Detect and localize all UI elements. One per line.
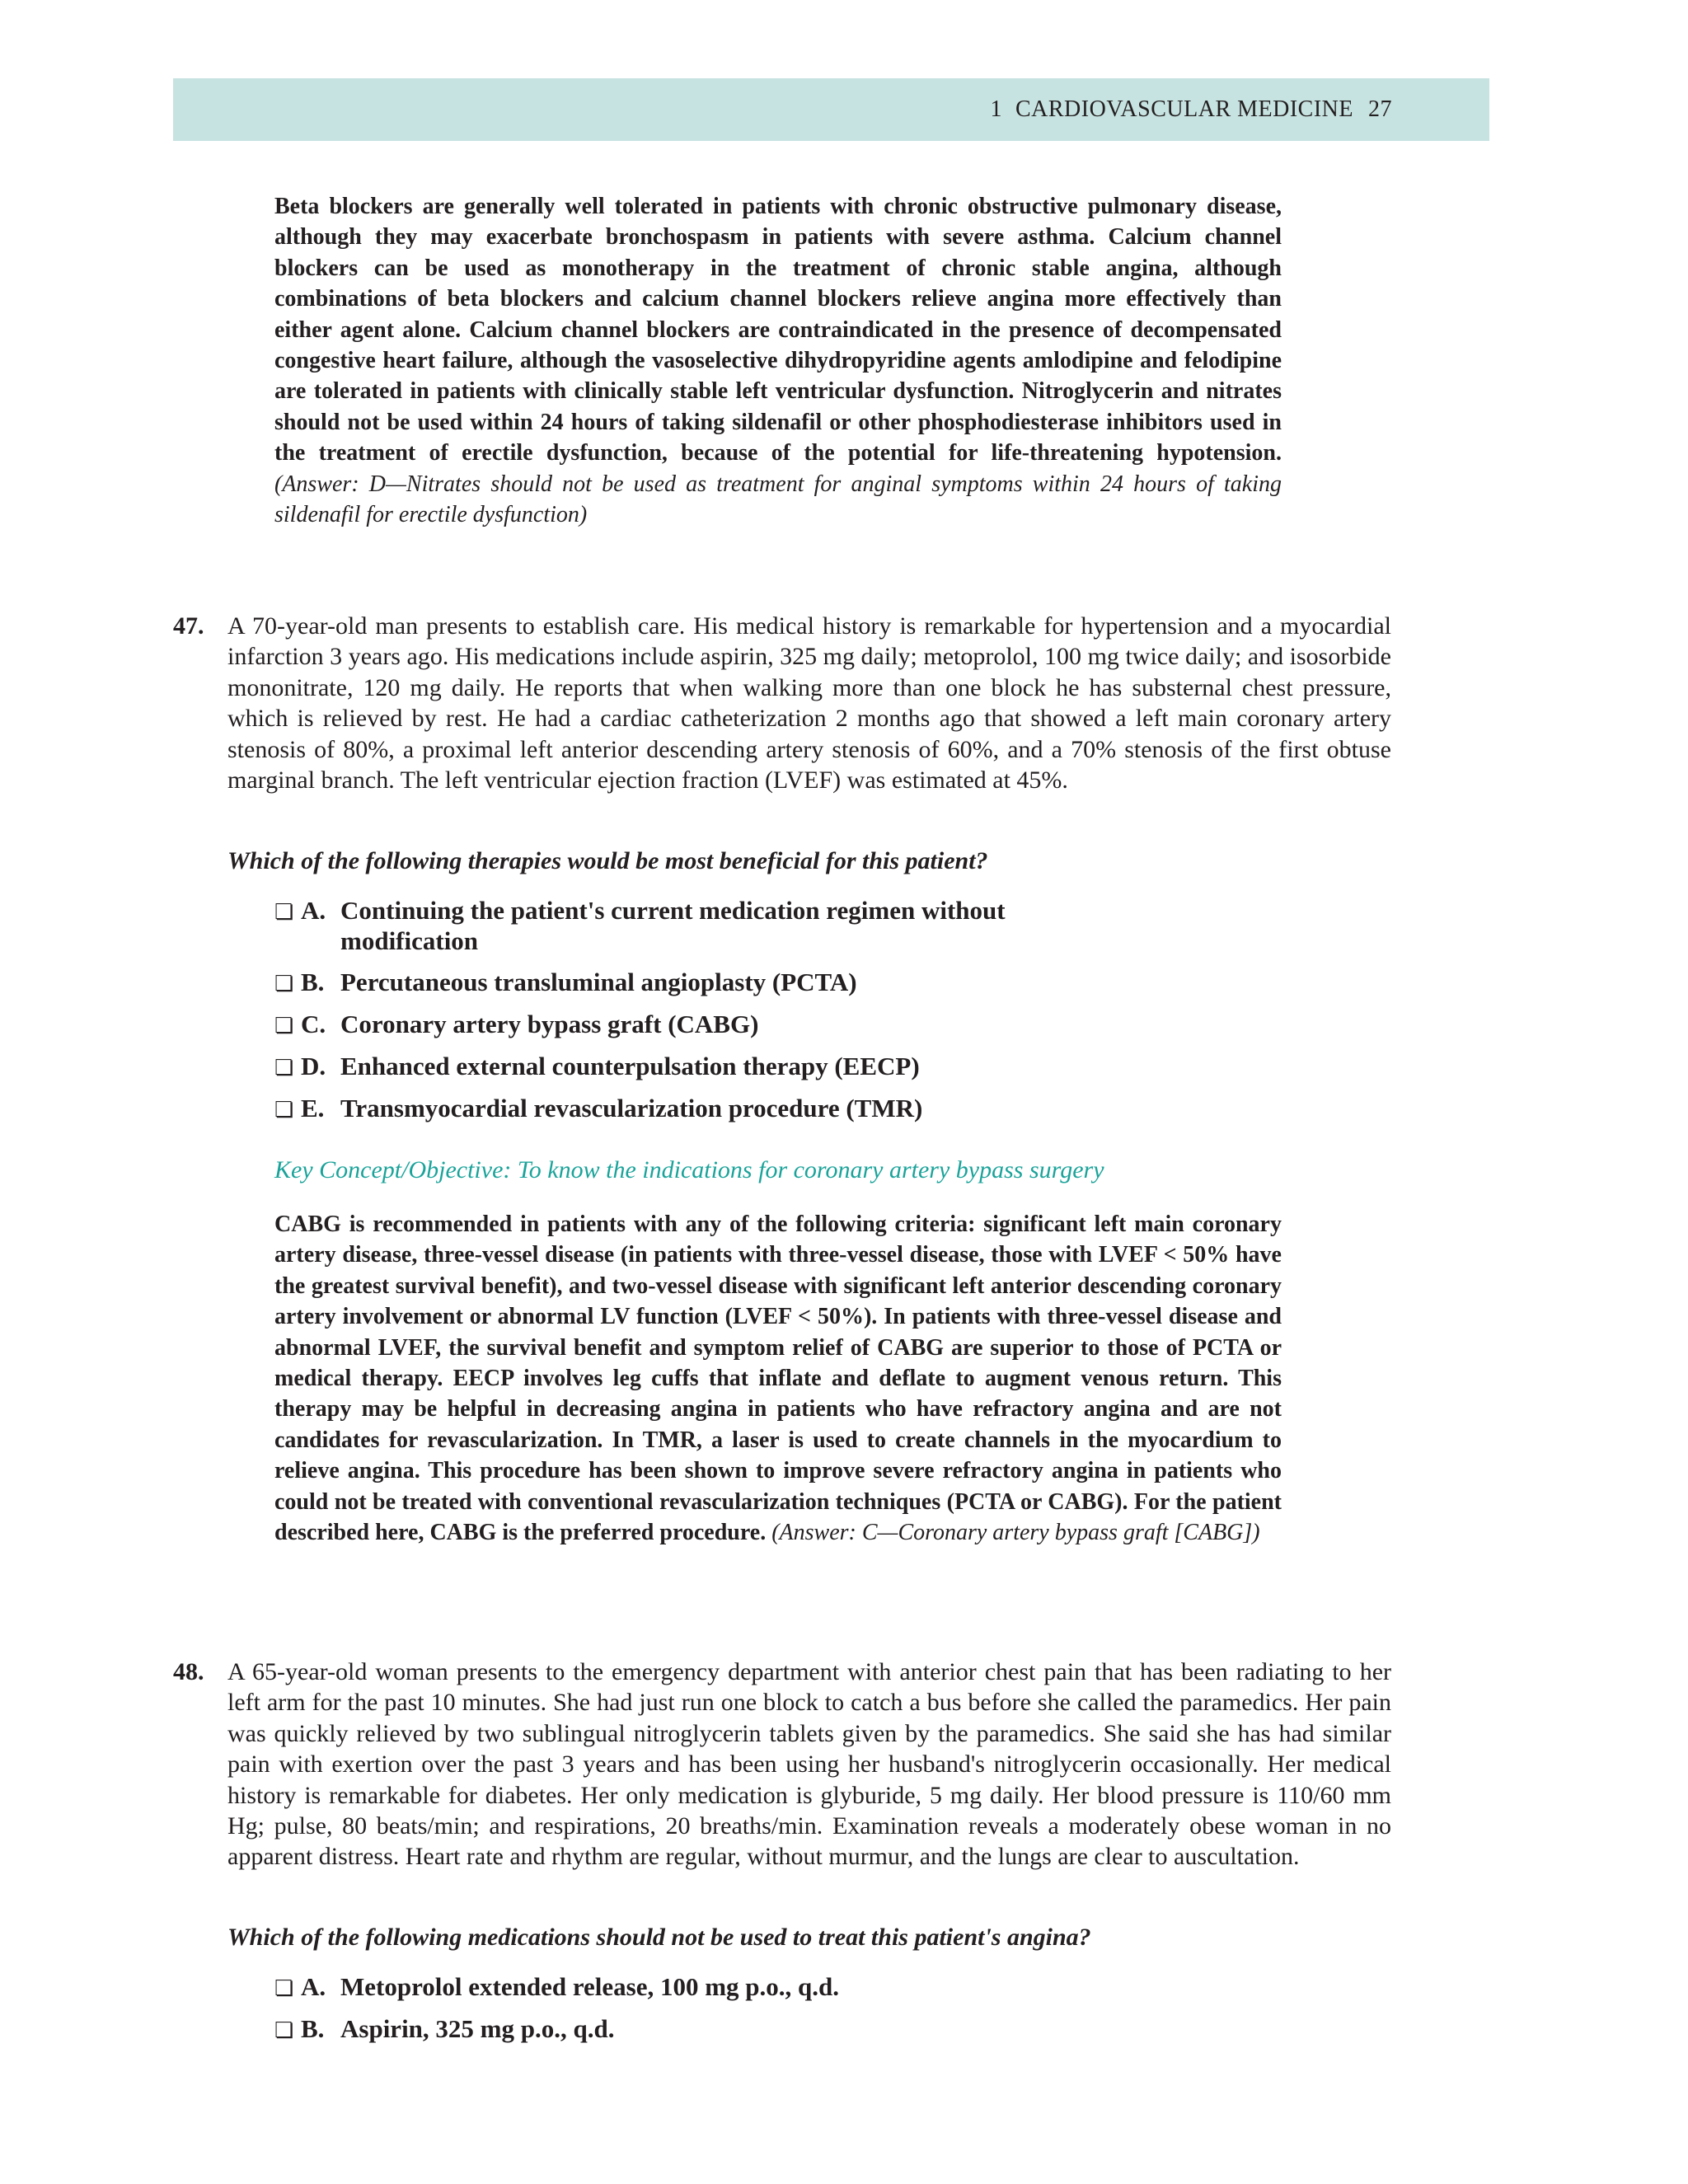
answer-46-body: Beta blockers are generally well tolerated in patients with chronic obstructive pulmonary disease, although they may exacerbate bronchospasm in patients with severe asthma. Calcium channel blockers can be used as monotherapy in the treatment of chronic stable angina, although combinations of beta blockers and calcium channel blockers relieve angina more effectively than either agent alone. Calcium channel blockers are contraindicated in the presence of decompensated congestive heart failure, although the vasoselective dihydropyridine agents amlodipine and felodipine are tolerated in patients with clinically stable left ventricular dysfunction. Nitroglycerin and nitrates should not be used within 24 hours of taking sildenafil or other phosphodiesterase inhibitors used in the treatment of erectile dysfunction, because of the potential for life-threatening hypotension. — [274, 194, 1282, 466]
option-letter: C. — [301, 1010, 326, 1038]
option-text: Continuing the patient's current medication regimen without modification — [340, 896, 1006, 955]
option-text: Enhanced external counterpulsation therapy (EECP) — [340, 1052, 920, 1080]
answer-46-explanation — [274, 191, 1282, 530]
option-text: Metoprolol extended release, 100 mg p.o., q.d. — [340, 1972, 840, 2001]
question-stem: A 70-year-old man presents to establish care. His medical history is remarkable for hypertension and a myocardial infarction 3 years ago. His medications include aspirin, 325 mg daily; metoprolol, 100 mg twice daily; and isosorbide mononitrate, 120 mg daily. He reports that when walking more than one block he has substernal chest pressure, which is relieved by rest. He had a cardiac catheterization 2 months ago that showed a left main coronary artery stenosis of 80%, a proximal left anterior descending artery stenosis of 60%, and a 70% stenosis of the first obtuse marginal branch. The left ventricular ejection fraction (LVEF) was estimated at 45%. — [227, 612, 1391, 794]
question-stem: A 65-year-old woman presents to the emergency department with anterior chest pain that has been radiating to her left arm for the past 10 minutes. She had just run one block to catch a bus before she called the paramedics. Her pain was quickly relieved by two sublingual nitroglycerin tablets given by the paramedics. She said she has had similar pain with exertion over the past 3 years and has been using her husband's nitroglycerin occasionally. Her medical history is remarkable for diabetes. Her only medication is glyburide, 5 mg daily. Her blood pressure is 110/60 mm Hg; pulse, 80 beats/min; and respirations, 20 breaths/min. Examination reveals a moderately obese woman in no apparent distress. Heart rate and rhythm are regular, without murmur, and the lungs are clear to auscultation. — [227, 1658, 1391, 1871]
key-concept: Key Concept/Objective: To know the indications for coronary artery bypass surgery — [274, 1156, 1104, 1183]
question-48-prompt: Which of the following medications should not be used to treat this patient's angina? — [227, 1924, 1091, 1951]
checkbox-icon[interactable]: ❏ — [274, 1056, 294, 1080]
question-47-prompt: Which of the following therapies would be most beneficial for this patient? — [227, 847, 988, 874]
option-letter: A. — [301, 896, 326, 925]
option-letter: B. — [301, 968, 325, 996]
header-text — [990, 96, 1392, 123]
question-number: 48. — [173, 1658, 204, 1685]
checkbox-icon[interactable]: ❏ — [274, 972, 294, 996]
answer-47-answer: (Answer: C—Coronary artery bypass graft [CABG]) — [771, 1520, 1260, 1546]
checkbox-icon[interactable]: ❏ — [274, 1976, 294, 2000]
option-letter: B. — [301, 2014, 325, 2043]
option-text: Coronary artery bypass graft (CABG) — [340, 1010, 759, 1038]
chapter-number: 1 — [990, 96, 1002, 122]
answer-46-answer: (Answer: D—Nitrates should not be used as treatment for anginal symptoms within 24 hours of taking sildenafil for erectile dysfunction) — [274, 471, 1282, 528]
option-letter: A. — [301, 1972, 326, 2001]
checkbox-icon[interactable]: ❏ — [274, 2018, 294, 2042]
option-letter: D. — [301, 1052, 326, 1080]
question-number: 47. — [173, 612, 204, 640]
checkbox-icon[interactable]: ❏ — [274, 1098, 294, 1122]
option-text: Percutaneous transluminal angioplasty (PCTA) — [340, 968, 857, 996]
option-text: Aspirin, 325 mg p.o., q.d. — [340, 2014, 615, 2043]
option-text: Transmyocardial revascularization procedure (TMR) — [340, 1094, 923, 1122]
checkbox-icon[interactable]: ❏ — [274, 1014, 294, 1038]
answer-47-explanation — [274, 1209, 1282, 1548]
running-header — [173, 78, 1489, 141]
chapter-title: CARDIOVASCULAR MEDICINE — [1015, 96, 1353, 122]
option-letter: E. — [301, 1094, 325, 1122]
checkbox-icon[interactable]: ❏ — [274, 900, 294, 924]
page-number: 27 — [1368, 96, 1392, 122]
answer-47-body: CABG is recommended in patients with any of the following criteria: significant left main coronary artery disease, three-vessel disease (in patients with three-vessel disease, those with LVEF < 50% have the greatest survival benefit), and two-vessel disease with significant left anterior descending coronary artery involvement or abnormal LV function (LVEF < 50%). In patients with three-vessel disease and abnormal LVEF, the survival benefit and symptom relief of CABG are superior to those of PCTA or medical therapy. EECP involves leg cuffs that inflate and deflate to augment venous return. This therapy may be helpful in decreasing angina in patients who have refractory angina and are not candidates for revascularization. In TMR, a laser is used to create channels in the myocardium to relieve angina. This procedure has been shown to improve severe refractory angina in patients who could not be treated with conventional revascularization techniques (PCTA or CABG). For the patient described here, CABG is the preferred procedure. — [274, 1212, 1282, 1546]
